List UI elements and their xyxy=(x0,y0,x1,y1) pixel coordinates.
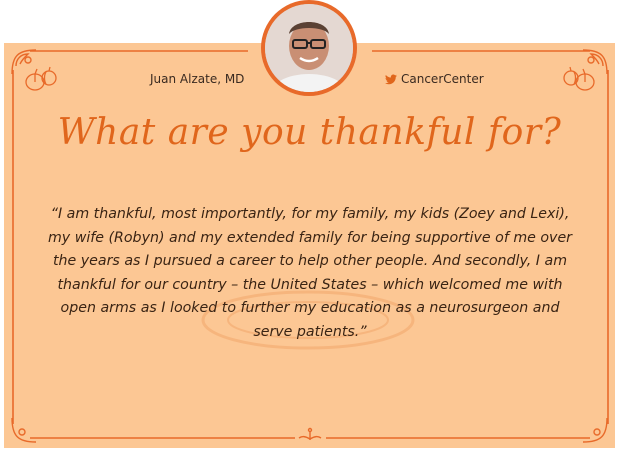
avatar xyxy=(265,4,353,92)
page-title: What are you thankful for? xyxy=(57,112,562,153)
swirl-flourish-icon xyxy=(295,427,325,441)
author-handle[interactable] xyxy=(385,72,484,86)
pumpkin-icon xyxy=(560,63,598,93)
handle-label: CancerCenter xyxy=(401,72,484,86)
testimonial-quote: “I am thankful, most importantly, for my family, my kids (Zoey and Lexi), my wife (Robyn) and my extended family for being supportive of me over the years as I pursued a career to help other people. And secondly, I am thankful for our country – the United States – which welcomed me with open arms as I looked to further my education as a neurosurgeon and serve patients.” xyxy=(47,206,573,340)
swirl-flourish-icon xyxy=(581,416,611,446)
avatar-frame xyxy=(261,0,357,96)
twitter-bird-icon xyxy=(385,74,397,85)
author-name: Juan Alzate, MD xyxy=(150,72,245,86)
swirl-flourish-icon xyxy=(8,416,38,446)
pumpkin-icon xyxy=(22,63,60,93)
